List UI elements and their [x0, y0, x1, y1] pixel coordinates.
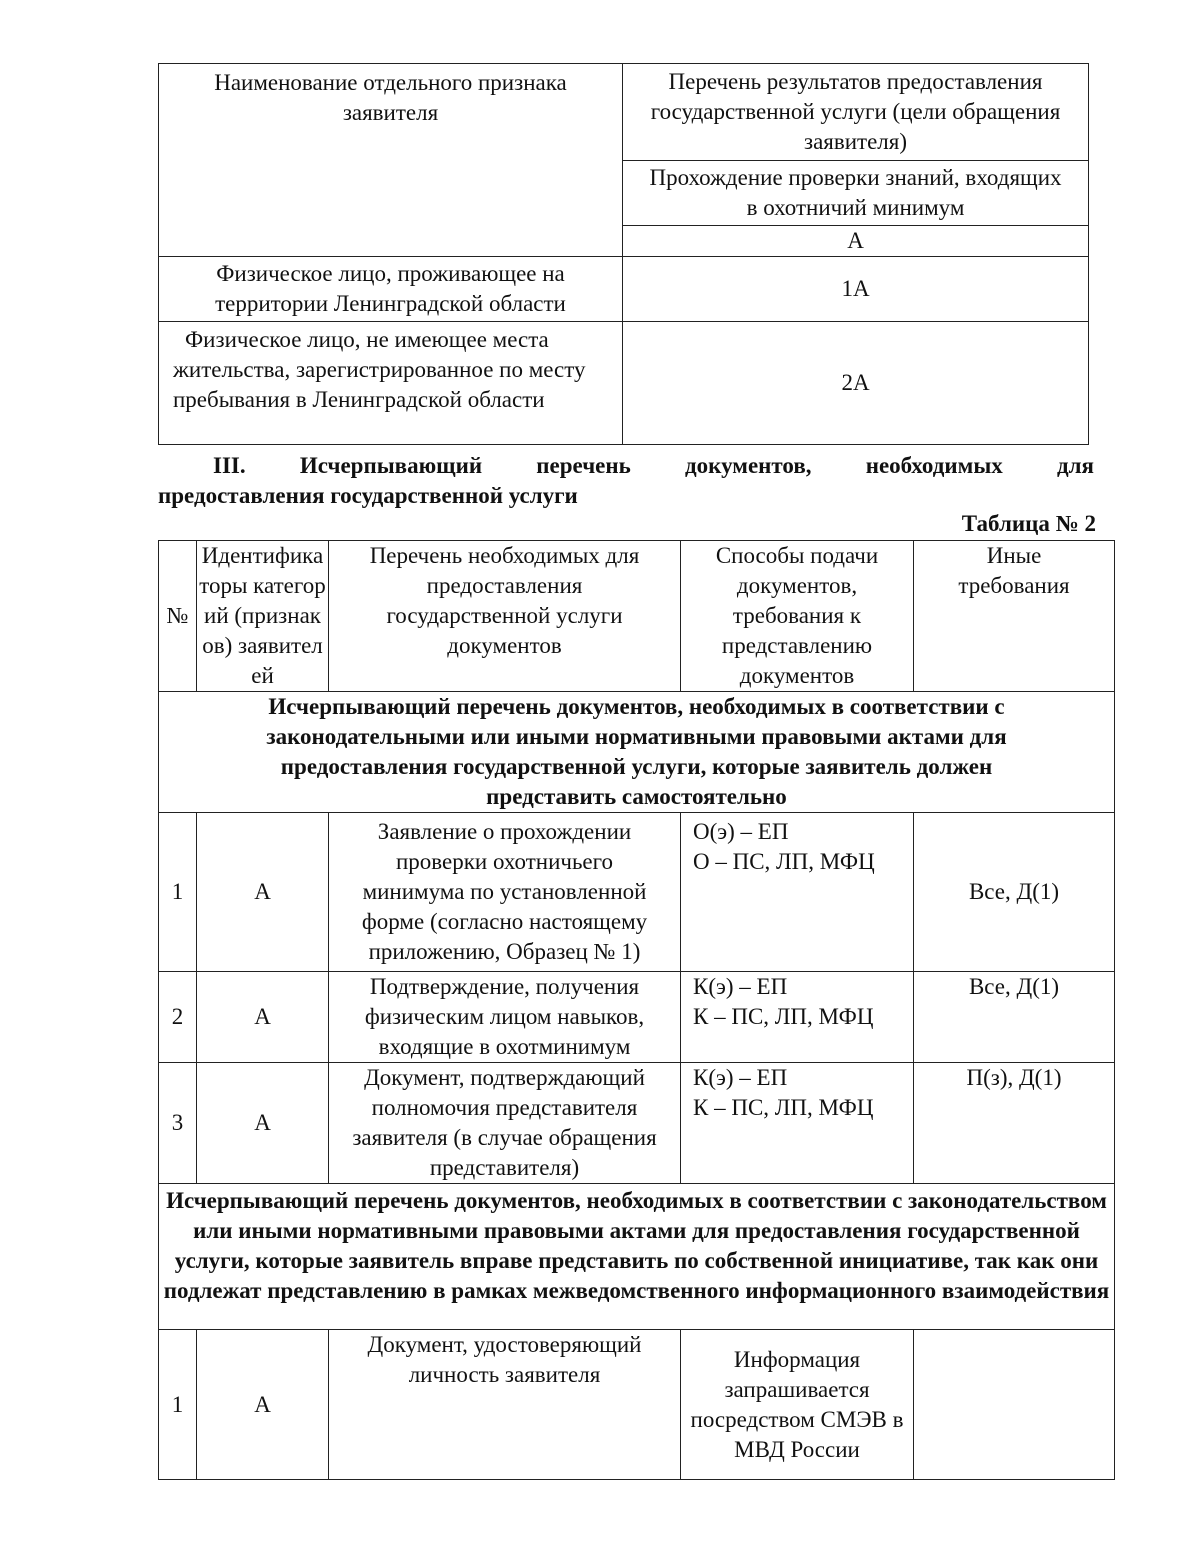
criteria-label-cell [159, 257, 623, 322]
header-docs-cell [329, 541, 681, 692]
row-num: 1 [171, 1391, 184, 1417]
group-title-cell [159, 1184, 1115, 1330]
header-methods-cell [681, 541, 914, 692]
row-other: Все, Д(1) [968, 974, 1060, 999]
criteria-label-cell [159, 322, 623, 445]
code-header-cell [623, 226, 1089, 257]
criteria-table [158, 63, 1089, 445]
table-row [159, 813, 1115, 972]
group-title-row [159, 692, 1115, 813]
table-row [159, 322, 1089, 445]
group-title-row [159, 1184, 1115, 1330]
documents-table [158, 540, 1115, 1480]
criteria-code-cell [623, 322, 1089, 445]
row-id-cell [197, 1063, 329, 1184]
row-num-cell [159, 813, 197, 972]
row-other-cell [914, 1063, 1115, 1184]
row-num: 1 [171, 879, 184, 904]
row-id-cell [197, 972, 329, 1063]
row-method-cell [681, 1330, 914, 1480]
criteria-header-cell [159, 64, 623, 257]
results-header-cell [623, 64, 1089, 161]
table-row [159, 1063, 1115, 1184]
row-doc-cell [329, 1063, 681, 1184]
row-doc-cell [329, 813, 681, 972]
row-num: 3 [171, 1110, 184, 1135]
row-num-cell [159, 1063, 197, 1184]
row-id: А [254, 1391, 271, 1417]
header-ids: Идентификаторы категорий (признаков) заявителей [199, 543, 326, 688]
results-header: Перечень результатов предоставления государственной услуги (цели обращения заявителя) [650, 69, 1061, 154]
header-methods: Способы подачи документов, требования к представлению документов [715, 543, 879, 688]
row-doc: Документ, удостоверяющий личность заявителя [367, 1332, 642, 1387]
table-header-row [159, 541, 1115, 692]
row-doc-cell [329, 1330, 681, 1480]
table-label: Таблица № 2 [961, 511, 1096, 536]
row-num-cell [159, 1330, 197, 1480]
row-method: О(э) – ЕП О – ПС, ЛП, МФЦ [693, 819, 875, 874]
header-num: № [166, 603, 189, 628]
row-method-cell [681, 972, 914, 1063]
criteria-header: Наименование отдельного признака заявителя [214, 70, 567, 125]
criteria-label: Физическое лицо, проживающее на территории Ленинградской области [215, 261, 566, 316]
criteria-code: 1А [841, 276, 870, 301]
results-subheader: Прохождение проверки знаний, входящих в охотничий минимум [649, 165, 1062, 220]
table-row [159, 972, 1115, 1063]
table-row [159, 1330, 1115, 1480]
row-id-cell [197, 1330, 329, 1480]
row-method-cell [681, 813, 914, 972]
row-doc-cell [329, 972, 681, 1063]
header-ids-cell [197, 541, 329, 692]
row-other-cell [914, 813, 1115, 972]
criteria-label: Физическое лицо, не имеющее места жительства, зарегистрированное по месту пребывания в Ленинградской области [173, 327, 586, 412]
row-other-cell [914, 972, 1115, 1063]
row-num-cell [159, 972, 197, 1063]
header-other: Иные требования [958, 543, 1070, 598]
criteria-code-cell [623, 257, 1089, 322]
group-title-cell [159, 692, 1115, 813]
row-id: А [254, 1004, 271, 1029]
header-other-cell [914, 541, 1115, 692]
row-doc: Документ, подтверждающий полномочия представителя заявителя (в случае обращения представителя) [352, 1065, 657, 1180]
section-heading [158, 451, 1094, 511]
row-other: П(з), Д(1) [966, 1065, 1062, 1090]
group-title: Исчерпывающий перечень документов, необходимых в соответствии с законодательными или иными нормативными правовыми актами для предоставления государственной услуги, которые заявитель должен представить самостоятельно [266, 694, 1007, 809]
table-row [159, 257, 1089, 322]
row-method: К(э) – ЕП К – ПС, ЛП, МФЦ [693, 1065, 874, 1120]
criteria-code: 2А [841, 370, 870, 395]
row-method: Информация запрашивается посредством СМЭВ в МВД России [690, 1346, 904, 1462]
row-id: А [254, 1110, 271, 1135]
row-other-cell [914, 1330, 1115, 1480]
section-heading-line-2: предоставления государственной услуги [158, 483, 578, 508]
row-other: Все, Д(1) [968, 879, 1060, 904]
row-method-cell [681, 1063, 914, 1184]
group-title: Исчерпывающий перечень документов, необходимых в соответствии с законодательством или иными нормативными правовыми актами для предоставления государственной услуги, которые заявитель вправе представить по собственной инициативе, так как они подлежат представлению в рамках межведомственного информационного взаимодействия [163, 1188, 1110, 1303]
section-heading-line-1: III. Исчерпывающий перечень документов, необходимых для [213, 453, 1094, 478]
results-subheader-cell [623, 161, 1089, 226]
row-doc: Заявление о прохождении проверки охотничьего минимума по установленной форме (согласно настоящему приложению, Образец № 1) [361, 819, 648, 964]
header-docs: Перечень необходимых для предоставления государственной услуги документов [369, 543, 640, 658]
code-header: А [847, 228, 864, 253]
row-id-cell [197, 813, 329, 972]
row-num: 2 [171, 1004, 184, 1029]
header-num-cell [159, 541, 197, 692]
row-doc: Подтверждение, получения физическим лицом навыков, входящие в охотминимум [364, 974, 645, 1059]
row-method: К(э) – ЕП К – ПС, ЛП, МФЦ [693, 974, 874, 1029]
row-id: А [254, 879, 271, 904]
